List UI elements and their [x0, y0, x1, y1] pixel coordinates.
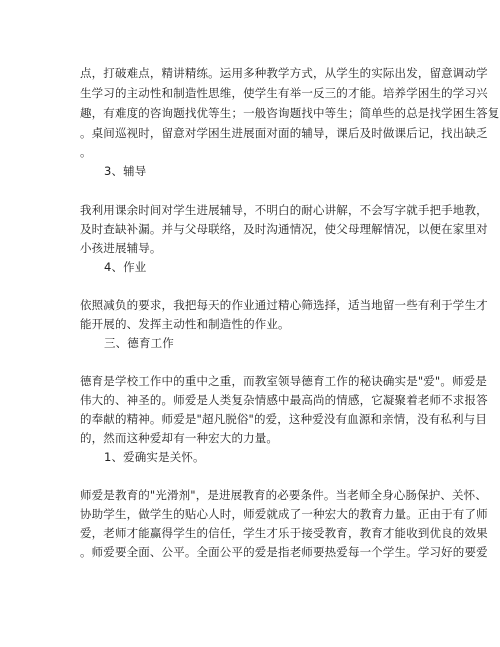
section-heading: 3、辅导: [104, 164, 147, 178]
section-heading: 1、爱确实是关怀。: [104, 450, 205, 464]
paragraph-line: 能开展的、发挥主动性和制造性的作业。: [80, 317, 290, 331]
paragraph-line: 及时查缺补漏。并与父母联络，及时沟通情况，使父母理解情况，以便在家里对: [80, 222, 488, 236]
paragraph-line: 生学习的主动性和制造性思维，使学生有举一反三的才能。培养学困生的学习兴: [80, 86, 488, 100]
paragraph-line: 点，打破难点，精讲精练。运用多种教学方式，从学生的实际出发，留意调动学: [80, 66, 488, 80]
paragraph-line: 趣，有难度的咨询题找优等生；一般咨询题找中等生；简单些的总是找学困生答复: [80, 106, 500, 120]
paragraph-line: 师爱是教育的"光滑剂"，是进展教育的必要条件。当老师全身心肠保护、关怀、: [80, 488, 487, 502]
paragraph-line: 小孩进展辅导。: [80, 241, 162, 255]
paragraph-line: 。: [80, 145, 92, 159]
paragraph-line: 我利用课余时间对学生进展辅导，不明白的耐心讲解，不会写字就手把手地教，: [80, 203, 488, 217]
section-heading: 4、作业: [104, 260, 147, 274]
paragraph-line: 。师爱要全面、公平。全面公平的爱是指老师要热爱每一个学生。学习好的要爱: [80, 545, 488, 559]
paragraph-line: 爱，老师才能赢得学生的信任，学生才乐于接受教育，教育才能收到优良的效果: [80, 526, 488, 540]
paragraph-line: 。桌间巡视时，留意对学困生进展面对面的辅导，课后及时做课后记，找出缺乏: [80, 126, 488, 140]
section-heading: 三、德育工作: [104, 336, 174, 350]
paragraph-line: 德育是学校工作中的重中之重，而教室领导德育工作的秘诀确实是"爱"。师爱是: [80, 374, 487, 388]
paragraph-line: 依照减负的要求，我把每天的作业通过精心筛选择，适当地留一些有利于学生才: [80, 298, 488, 312]
paragraph-line: 的，然而这种爱却有一种宏大的力量。: [80, 431, 279, 445]
paragraph-line: 伟大的、神圣的。师爱是人类复杂情感中最高尚的情感，它凝聚着老师不求报答: [80, 393, 488, 407]
paragraph-line: 协助学生，做学生的贴心人时，师爱就成了一种宏大的教育力量。正由于有了师: [80, 507, 488, 521]
paragraph-line: 的奉献的精神。师爱是"超凡脱俗"的爱，这种爱没有血源和亲情，没有私利与目: [80, 412, 487, 426]
